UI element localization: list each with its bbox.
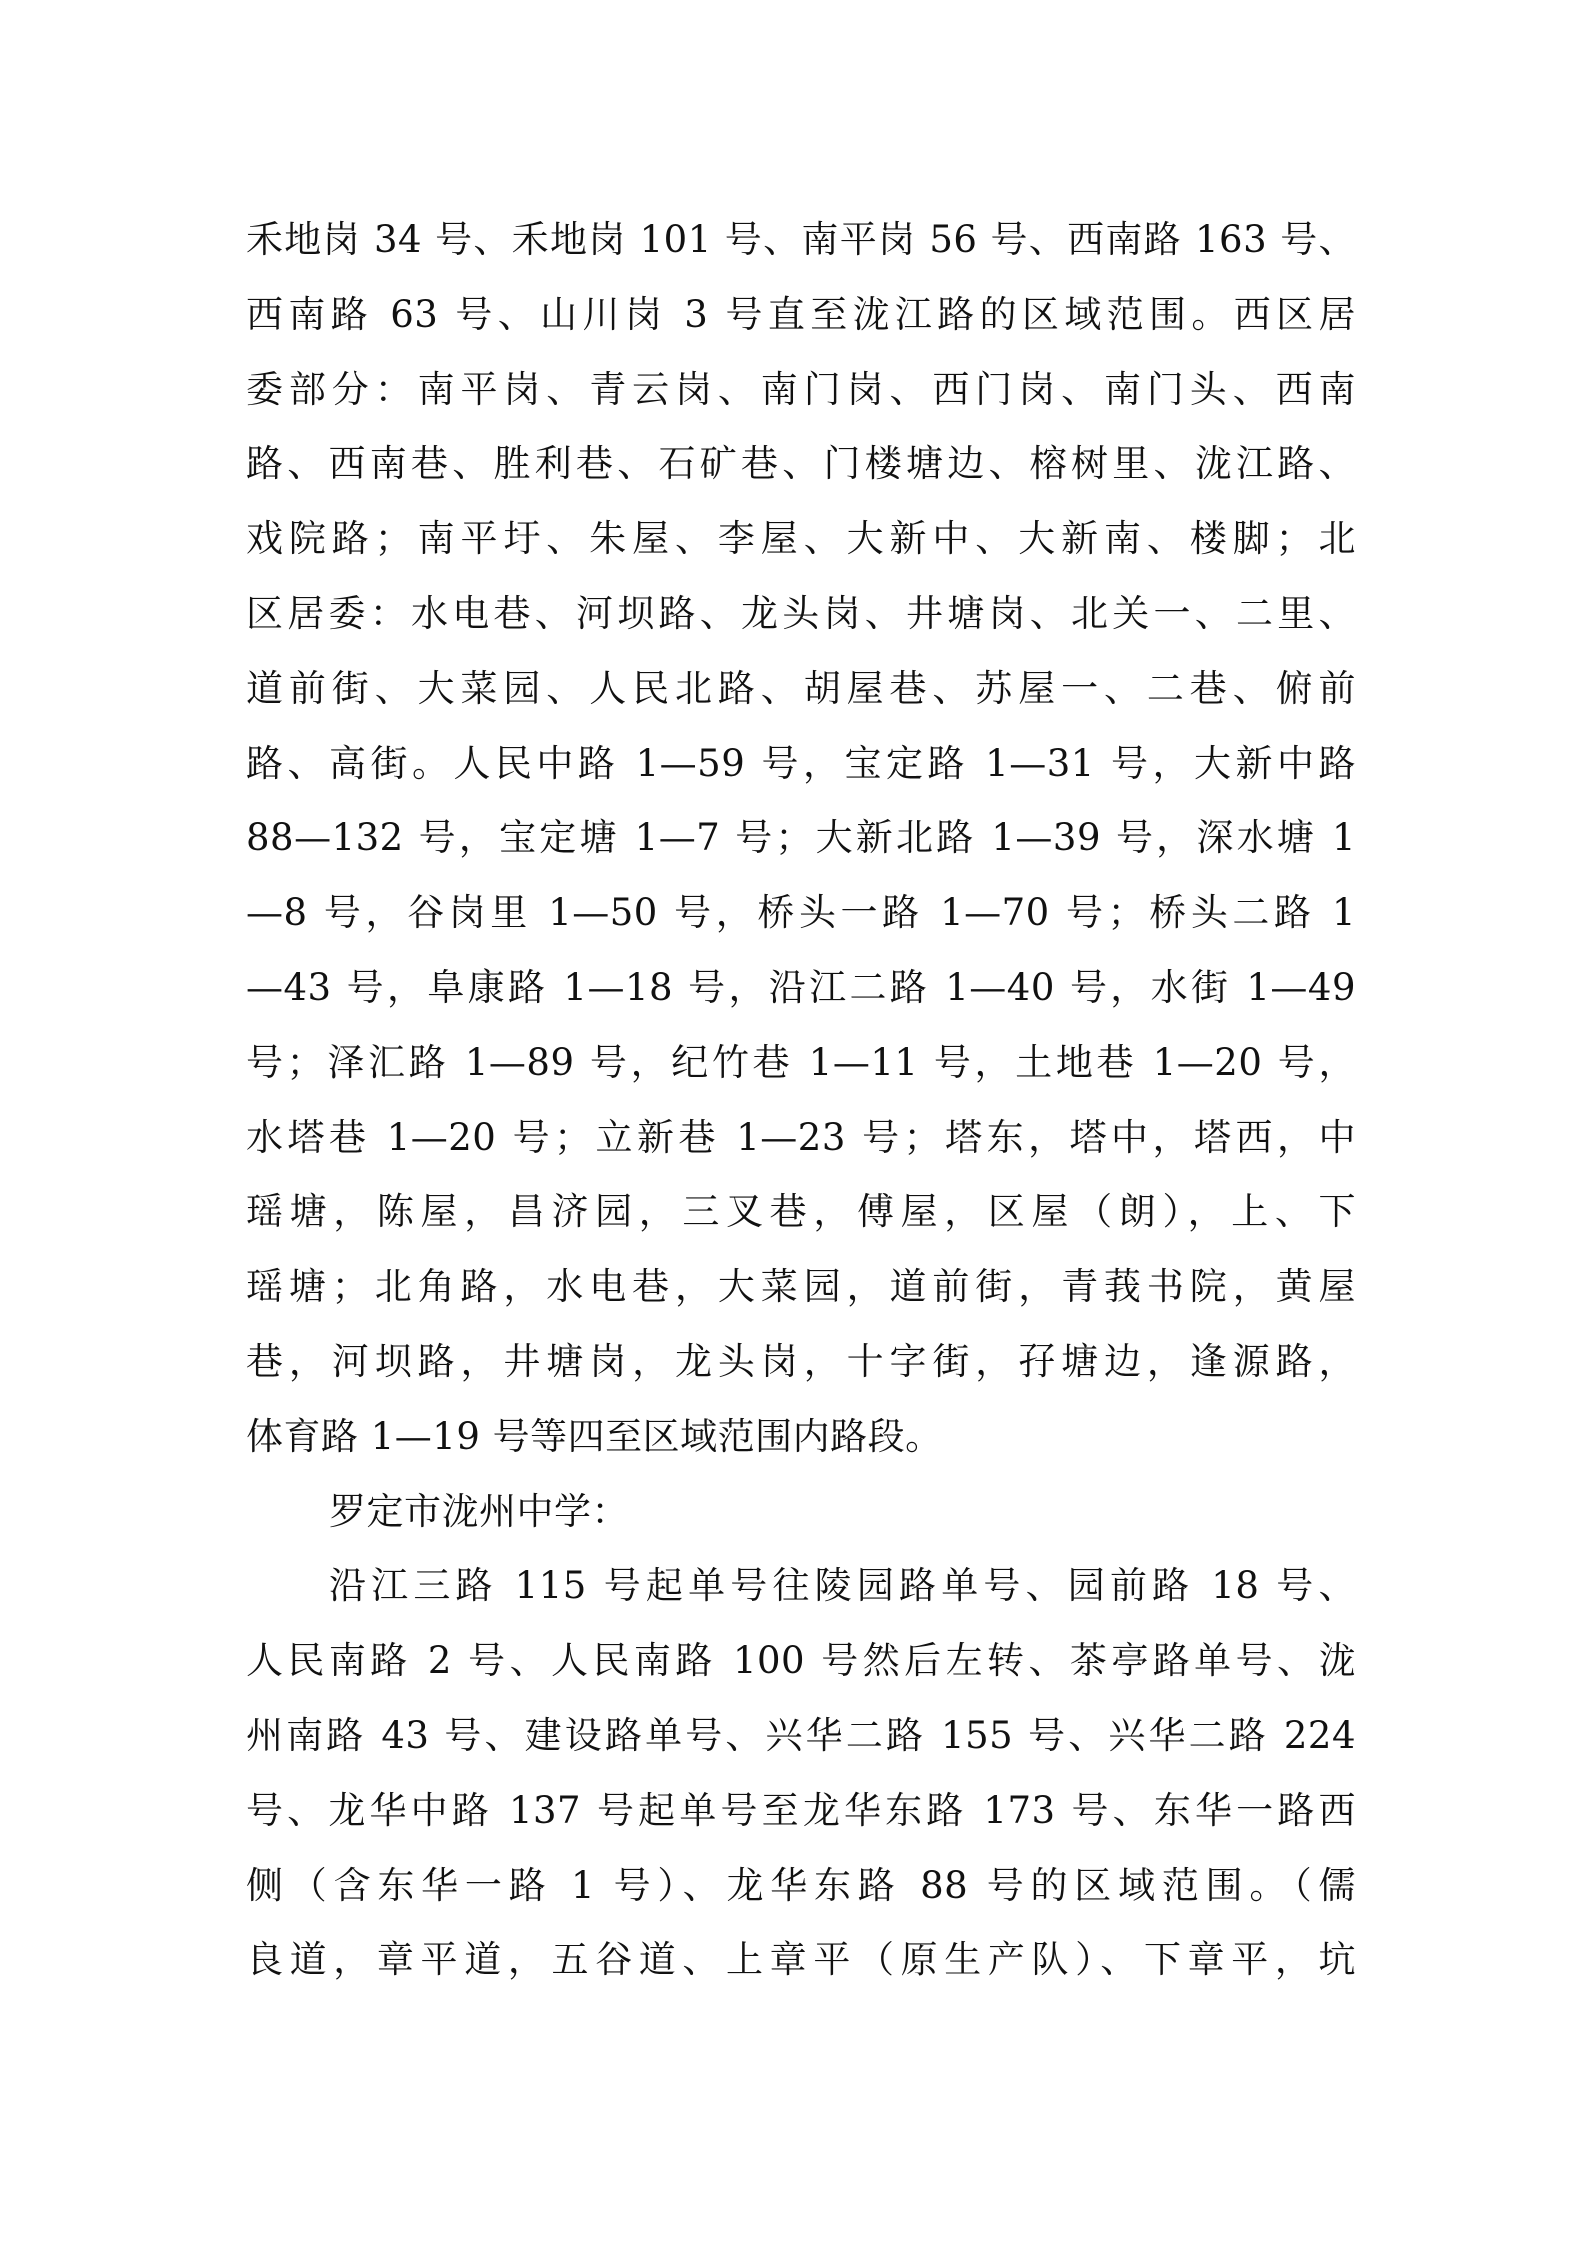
text-line: 道前街、大菜园、人民北路、胡屋巷、苏屋一、二巷、俯前 <box>246 666 1356 710</box>
text-line: 西南路 63 号、山川岗 3 号直至泷江路的区域范围。西区居 <box>246 292 1356 336</box>
text-line: 禾地岗 34 号、禾地岗 101 号、南平岗 56 号、西南路 163 号、 <box>246 218 1356 261</box>
text-line: 路、高街。人民中路 1—59 号，宝定路 1—31 号，大新中路 <box>246 741 1356 785</box>
text-line: 戏院路；南平圩、朱屋、李屋、大新中、大新南、楼脚；北 <box>246 517 1356 561</box>
document-body <box>246 203 1356 1998</box>
text-line: —8 号，谷岗里 1—50 号，桥头一路 1—70 号；桥头二路 1 <box>246 891 1356 935</box>
text-line: 号、龙华中路 137 号起单号至龙华东路 173 号、东华一路西 <box>246 1788 1356 1832</box>
text-line: 区居委：水电巷、河坝路、龙头岗、井塘岗、北关一、二里、 <box>246 591 1356 635</box>
text-line: 良道，章平道，五谷道、上章平（原生产队）、下章平，坑 <box>246 1938 1356 1982</box>
text-line: 州南路 43 号、建设路单号、兴华二路 155 号、兴华二路 224 <box>246 1713 1356 1757</box>
section-heading: 罗定市泷州中学： <box>329 1489 629 1533</box>
text-line: 沿江三路 115 号起单号往陵园路单号、园前路 18 号、 <box>329 1564 1356 1608</box>
text-line: 人民南路 2 号、人民南路 100 号然后左转、茶亭路单号、泷 <box>246 1639 1356 1683</box>
text-line: 侧（含东华一路 1 号）、龙华东路 88 号的区域范围。（儒 <box>246 1863 1356 1907</box>
text-line: 瑶塘，陈屋，昌济园，三叉巷，傅屋，区屋（朗），上、下 <box>246 1190 1356 1234</box>
text-line: 路、西南巷、胜利巷、石矿巷、门楼塘边、榕树里、泷江路、 <box>246 442 1356 486</box>
text-line: 委部分：南平岗、青云岗、南门岗、西门岗、南门头、西南 <box>246 367 1356 411</box>
text-line: 88—132 号，宝定塘 1—7 号；大新北路 1—39 号，深水塘 1 <box>246 816 1356 860</box>
text-line: 巷，河坝路，井塘岗，龙头岗，十字街，孖塘边，逢源路， <box>246 1339 1356 1383</box>
text-line: 号；泽汇路 1—89 号，纪竹巷 1—11 号，土地巷 1—20 号， <box>246 1040 1356 1084</box>
text-line: 水塔巷 1—20 号；立新巷 1—23 号；塔东，塔中，塔西，中 <box>246 1115 1356 1159</box>
text-line: 瑶塘；北角路，水电巷，大菜园，道前街，青莪书院，黄屋 <box>246 1265 1356 1309</box>
text-line: 体育路 1—19 号等四至区域范围内路段。 <box>246 1414 943 1458</box>
text-line: —43 号，阜康路 1—18 号，沿江二路 1—40 号，水街 1—49 <box>246 965 1356 1009</box>
